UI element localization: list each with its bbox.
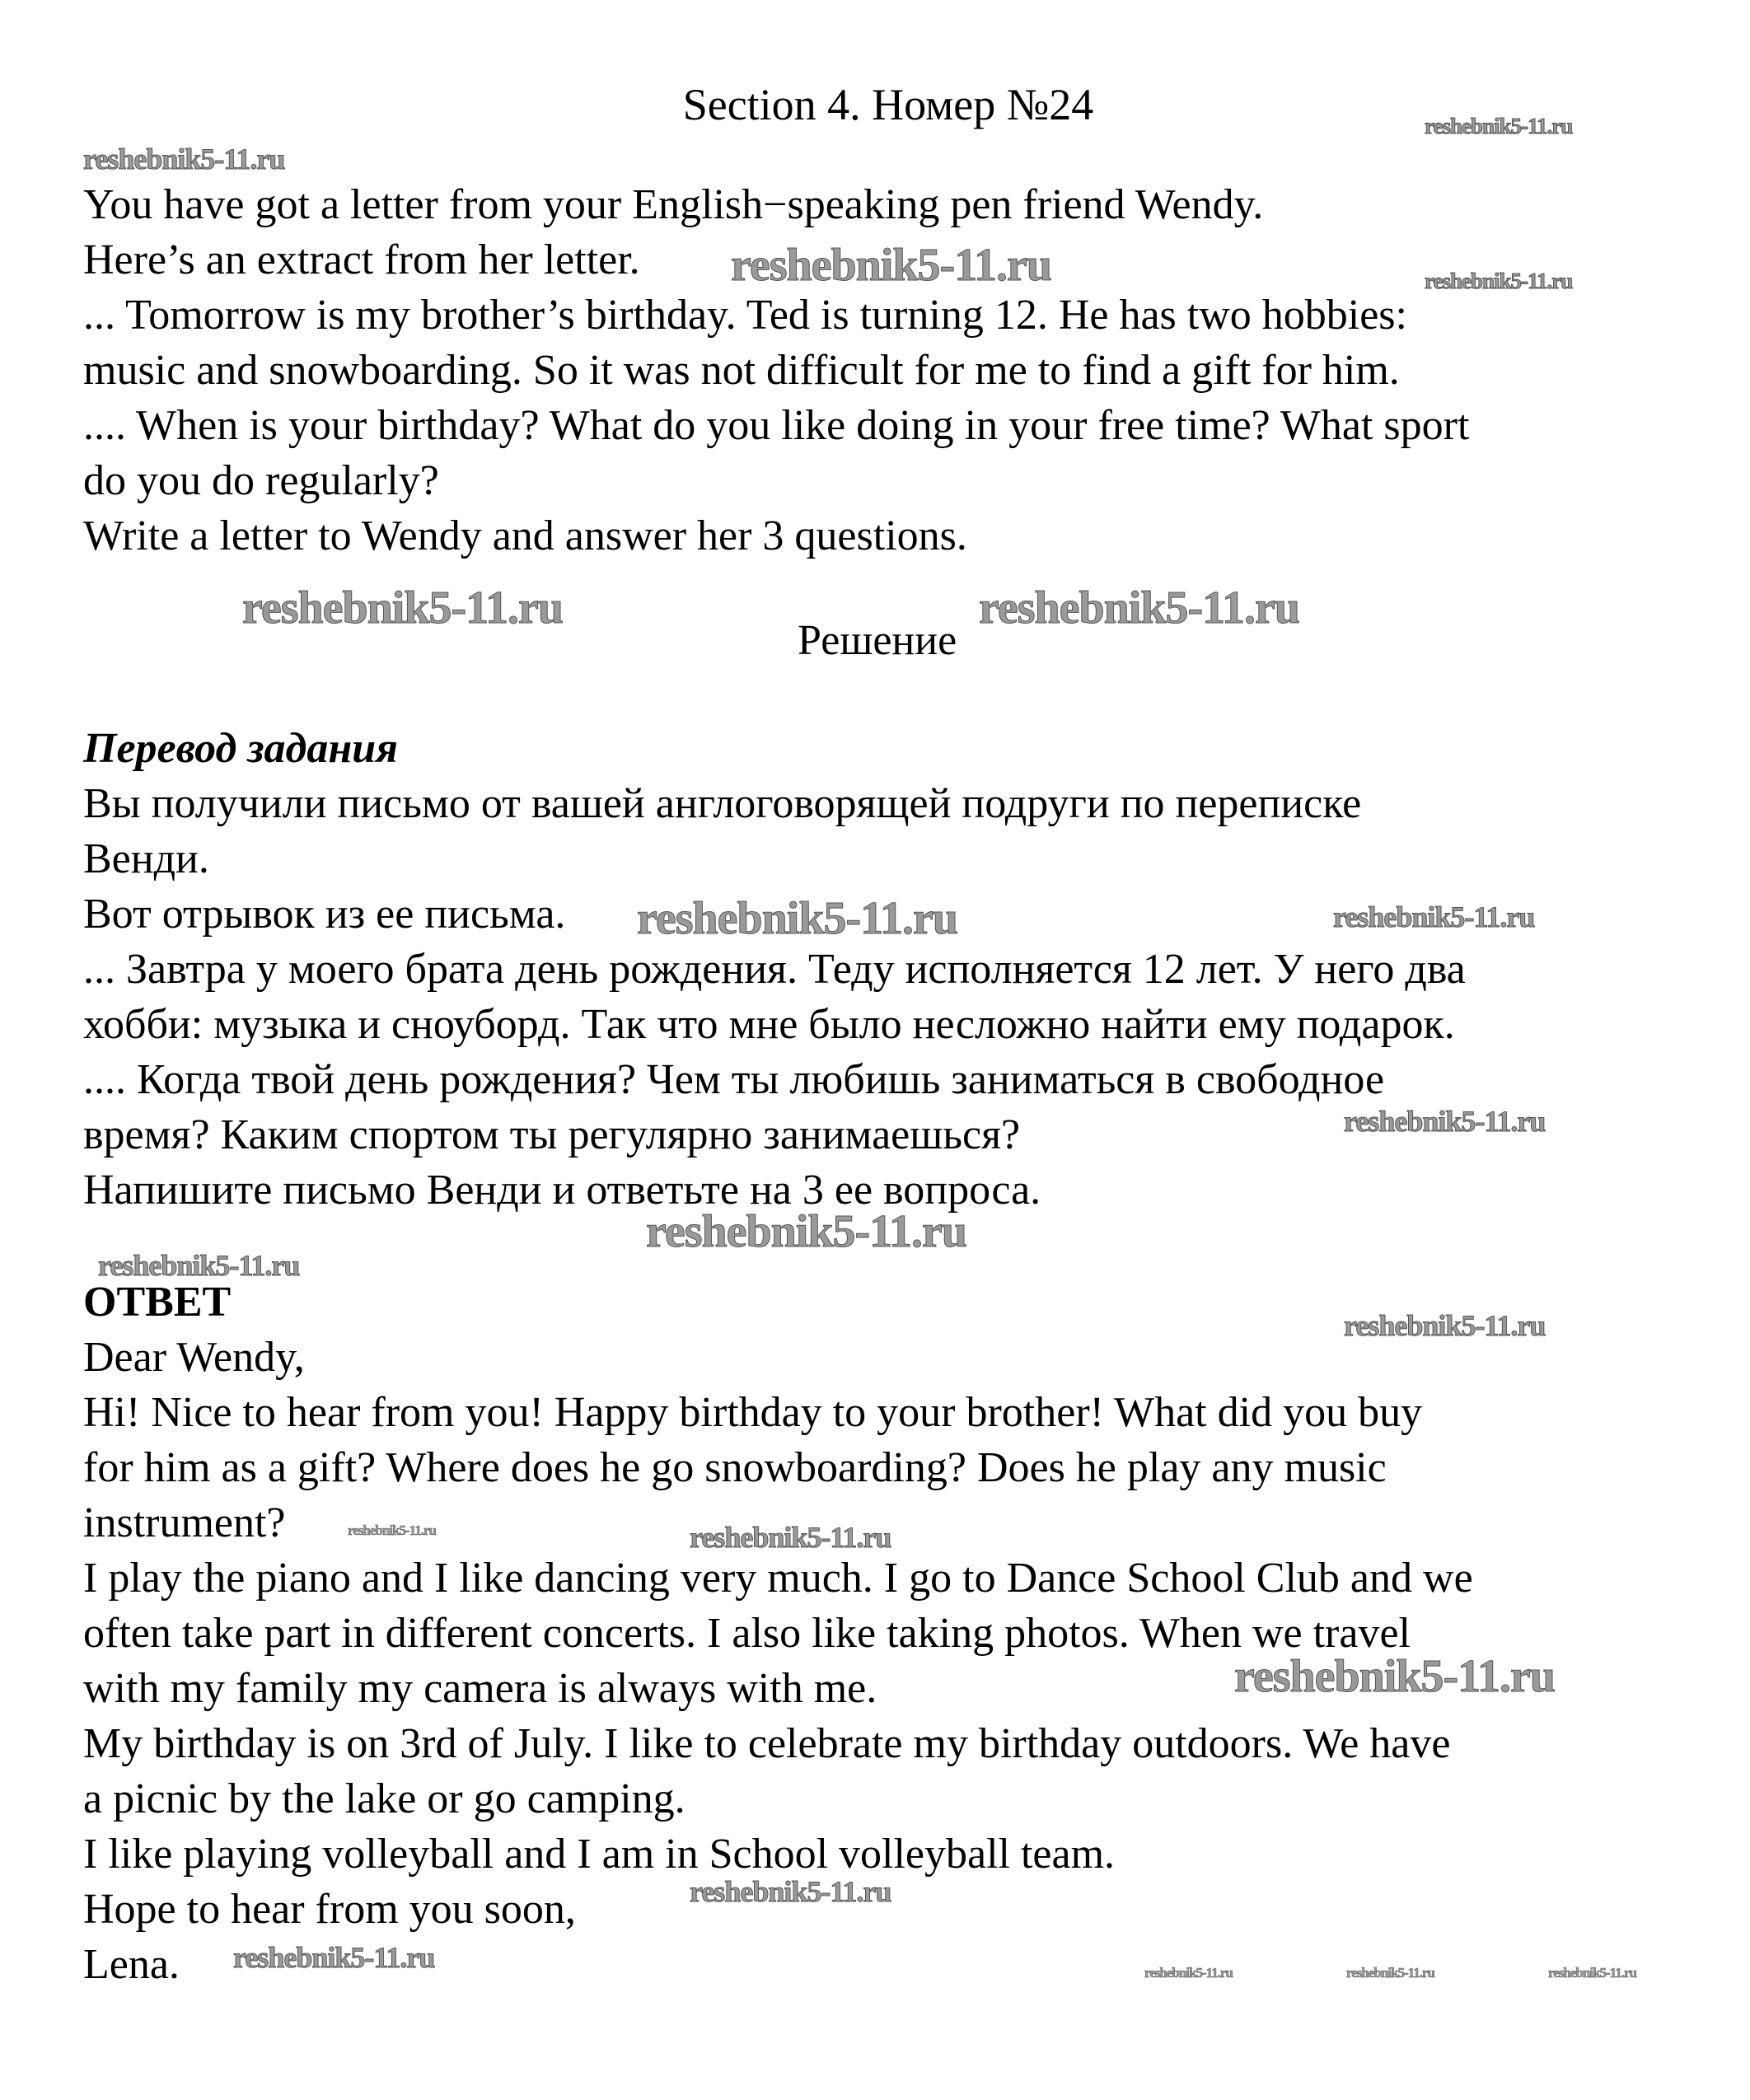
- answer-line: Hope to hear from you soon,: [83, 1886, 576, 1933]
- translation-line: ... Завтра у моего брата день рождения. Теду исполняется 12 лет. У него два: [83, 946, 1466, 993]
- task-line: Write a letter to Wendy and answer her 3 questions.: [83, 512, 967, 559]
- answer-line: I like playing volleyball and I am in School volleyball team.: [83, 1831, 1116, 1878]
- watermark: reshebnik5-11.ru: [690, 1521, 891, 1554]
- watermark: reshebnik5-11.ru: [1346, 1965, 1434, 1981]
- answer-line: a picnic by the lake or go camping.: [83, 1775, 685, 1822]
- solution-label: Решение: [798, 617, 957, 664]
- watermark: reshebnik5-11.ru: [1344, 1105, 1546, 1138]
- watermark: reshebnik5-11.ru: [98, 1249, 300, 1282]
- answer-line: often take part in different concerts. I also like taking photos. When we travel: [83, 1610, 1411, 1657]
- watermark: reshebnik5-11.ru: [1234, 1651, 1556, 1702]
- answer-line: My birthday is on 3rd of July. I like to celebrate my birthday outdoors. We have: [83, 1720, 1451, 1767]
- watermark: reshebnik5-11.ru: [1425, 114, 1573, 138]
- translation-line: Вы получили письмо от вашей англоговорящей подруги по переписке: [83, 780, 1362, 827]
- translation-line: .... Когда твой день рождения? Чем ты любишь заниматься в свободное: [83, 1056, 1385, 1103]
- task-line: Here’s an extract from her letter.: [83, 236, 640, 283]
- watermark: reshebnik5-11.ru: [1144, 1965, 1233, 1981]
- watermark: reshebnik5-11.ru: [233, 1941, 435, 1974]
- watermark: reshebnik5-11.ru: [348, 1522, 436, 1538]
- watermark: reshebnik5-11.ru: [242, 582, 564, 634]
- watermark: reshebnik5-11.ru: [731, 240, 1052, 291]
- answer-line: with my family my camera is always with me.: [83, 1665, 877, 1712]
- task-text: [83, 177, 1469, 564]
- task-line: You have got a letter from your English−speaking pen friend Wendy.: [83, 181, 1264, 228]
- answer-line: Hi! Nice to hear from you! Happy birthday to your brother! What did you buy: [83, 1389, 1423, 1436]
- watermark: reshebnik5-11.ru: [1548, 1965, 1636, 1981]
- translation-line: Напишите письмо Венди и ответьте на 3 ее вопроса.: [83, 1167, 1041, 1214]
- watermark: reshebnik5-11.ru: [83, 143, 285, 175]
- watermark: reshebnik5-11.ru: [646, 1206, 967, 1257]
- translation-section: [83, 721, 1466, 1218]
- page-title: Section 4. Номер №24: [682, 80, 1094, 129]
- translation-line: время? Каким спортом ты регулярно занимаешься?: [83, 1111, 1021, 1158]
- watermark: reshebnik5-11.ru: [637, 893, 958, 944]
- watermark: reshebnik5-11.ru: [979, 582, 1300, 634]
- translation-heading: Перевод задания: [83, 725, 398, 772]
- watermark: reshebnik5-11.ru: [1344, 1309, 1546, 1342]
- watermark: reshebnik5-11.ru: [690, 1875, 891, 1908]
- translation-line: хобби: музыка и сноуборд. Так что мне было несложно найти ему подарок.: [83, 1001, 1455, 1048]
- task-line: do you do regularly?: [83, 457, 439, 504]
- answer-heading: ОТВЕТ: [83, 1279, 232, 1326]
- answer-line: Dear Wendy,: [83, 1334, 305, 1381]
- answer-line: Lena.: [83, 1941, 180, 1988]
- translation-line: Венди.: [83, 835, 209, 882]
- answer-line: for him as a gift? Where does he go snowboarding? Does he play any music: [83, 1444, 1387, 1491]
- answer-line: instrument?: [83, 1499, 286, 1546]
- task-line: music and snowboarding. So it was not difficult for me to find a gift for him.: [83, 347, 1400, 394]
- task-line: .... When is your birthday? What do you like doing in your free time? What sport: [83, 402, 1470, 449]
- watermark: reshebnik5-11.ru: [1425, 269, 1573, 293]
- task-line: ... Tomorrow is my brother’s birthday. Ted is turning 12. He has two hobbies:: [83, 292, 1407, 339]
- watermark: reshebnik5-11.ru: [1333, 900, 1535, 933]
- translation-line: Вот отрывок из ее письма.: [83, 891, 566, 938]
- answer-line: I play the piano and I like dancing very much. I go to Dance School Club and we: [83, 1555, 1473, 1602]
